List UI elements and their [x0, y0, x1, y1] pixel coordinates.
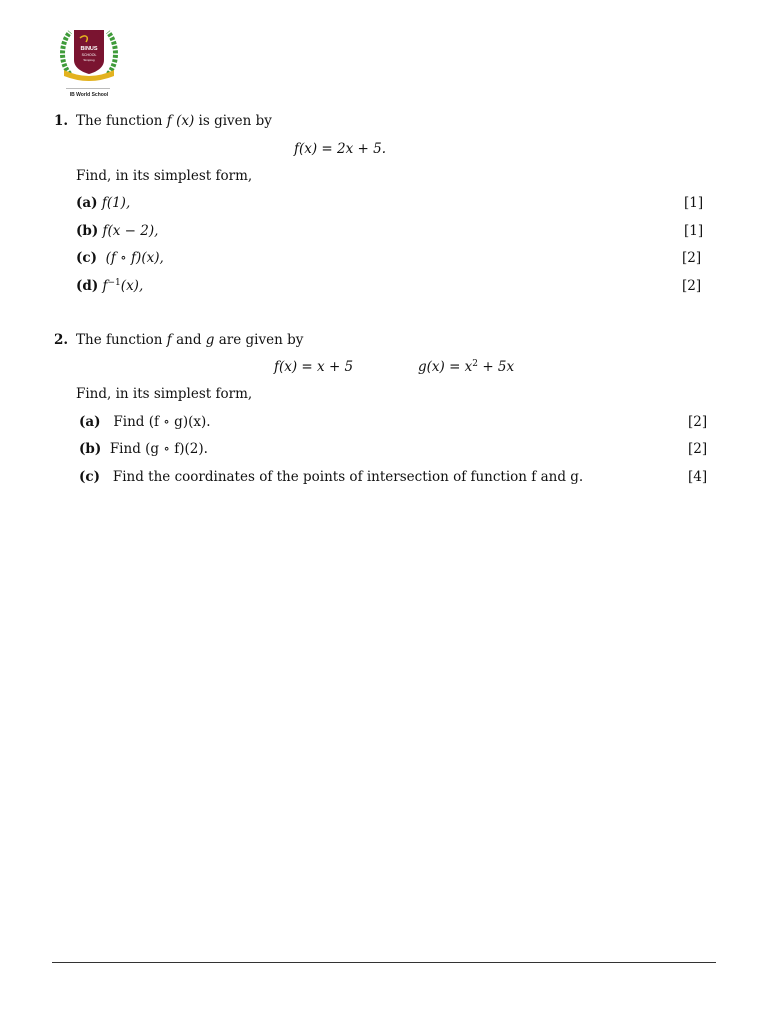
- q2-number: 2.: [54, 332, 69, 348]
- q2-part-c: (c) Find the coordinates of the points of intersection of function f and g.: [79, 469, 584, 485]
- q2-intro: The function f and g are given by: [76, 332, 304, 348]
- q2-part-a-marks: [2]: [688, 414, 708, 430]
- q1-part-c-marks: [2]: [682, 250, 702, 266]
- svg-text:Simprug: Simprug: [83, 58, 95, 62]
- q1-equation: f(x) = 2x + 5.: [294, 141, 387, 157]
- q2-equation-g: $g(x) = x^2 + 5x$: [418, 359, 515, 375]
- q1-part-b-marks: [1]: [684, 223, 704, 239]
- q1-instruction: Find, in its simplest form,: [76, 168, 253, 184]
- q1-number: 1.: [54, 113, 69, 129]
- q2-part-b-marks: [2]: [688, 441, 708, 457]
- q1-intro: The function f (x) is given by: [76, 113, 272, 129]
- q1-part-d-marks: [2]: [682, 278, 702, 294]
- q1-part-b: (b) f(x − 2),: [76, 223, 159, 239]
- q2-equation-f: f(x) = x + 5: [274, 359, 354, 375]
- q2-part-a: (a) Find (f ∘ g)(x).: [79, 414, 211, 430]
- svg-text:BINUS: BINUS: [80, 46, 98, 52]
- school-logo: [56, 24, 122, 84]
- q2-part-b: (b) Find (g ∘ f)(2).: [79, 441, 208, 457]
- shield-icon: [74, 30, 104, 74]
- q1-part-a: (a) f(1),: [76, 195, 131, 211]
- svg-text:SCHOOL: SCHOOL: [81, 53, 97, 57]
- q1-part-d: (d) $f^{-1}(x)$,: [76, 278, 144, 294]
- q2-part-c-marks: [4]: [688, 469, 708, 485]
- q2-instruction: Find, in its simplest form,: [76, 386, 253, 402]
- logo-caption: IB World School: [69, 92, 109, 98]
- q1-part-a-marks: [1]: [684, 195, 704, 211]
- q1-part-c: (c) (f ∘ f)(x),: [76, 250, 164, 266]
- logo-divider: [66, 88, 110, 89]
- footer-divider: [52, 962, 716, 963]
